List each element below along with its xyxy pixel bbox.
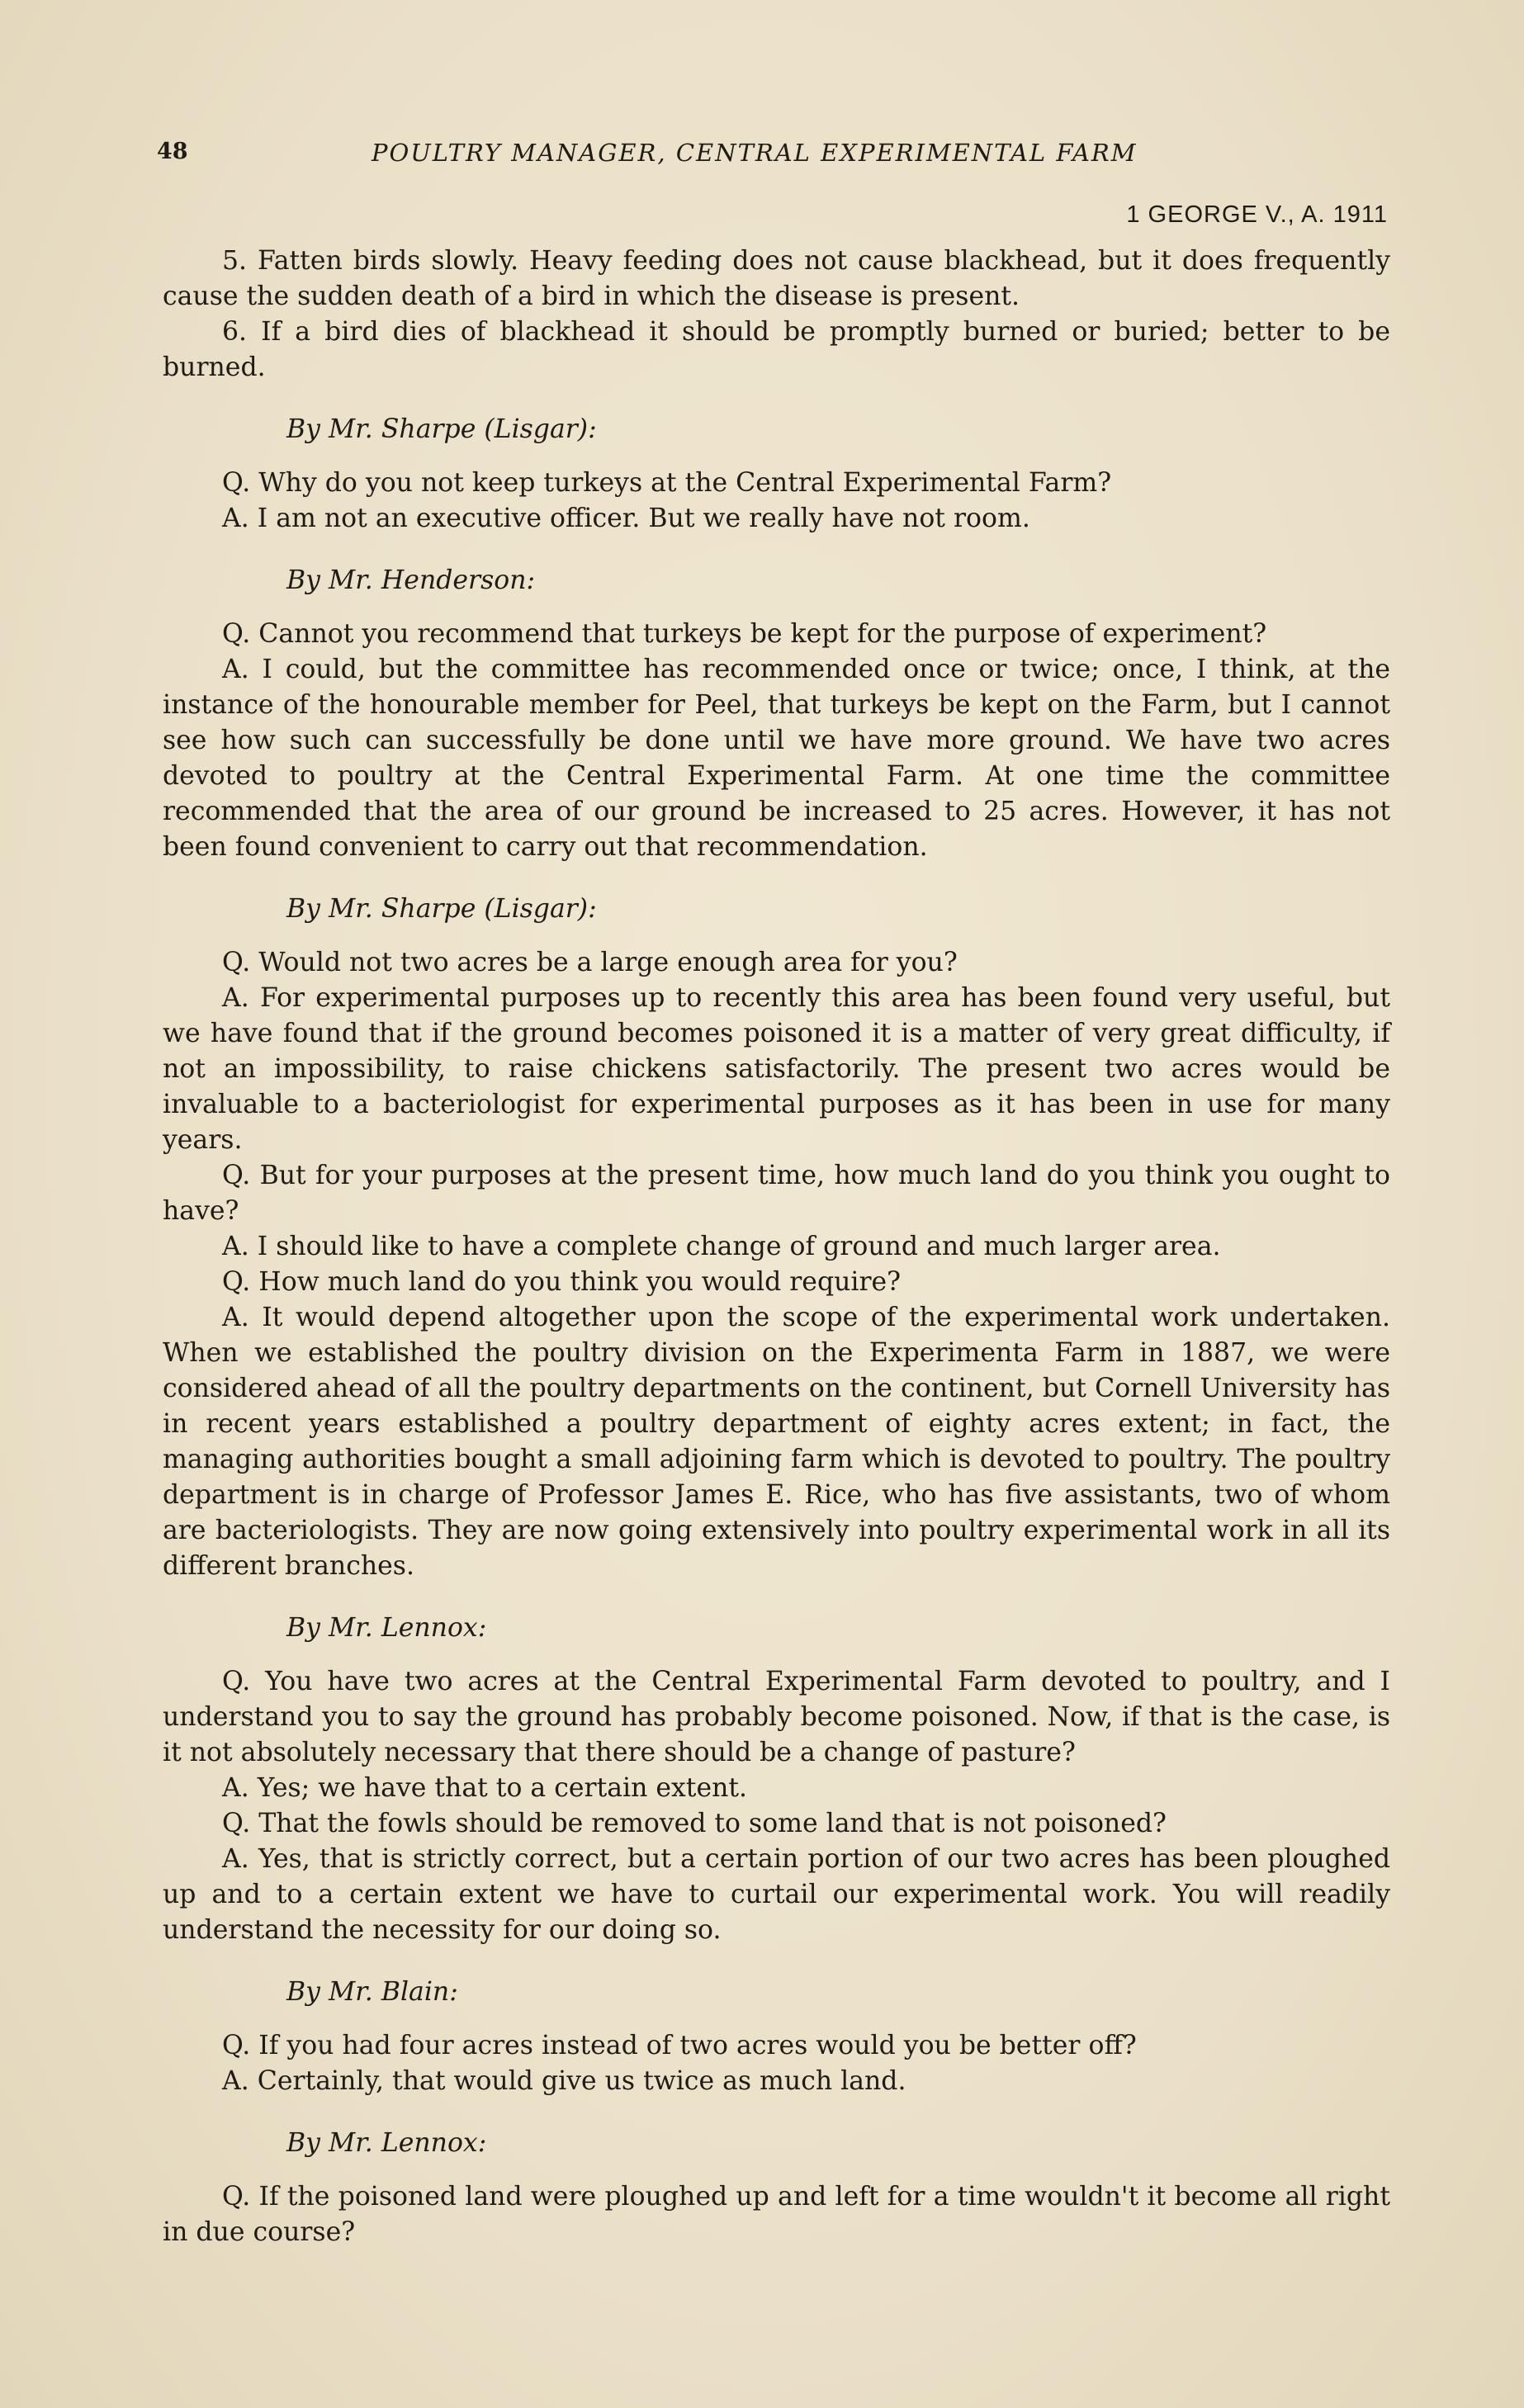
answer: A. Yes; we have that to a certain extent. — [222, 1773, 748, 1803]
answer: A. It would depend altogether upon the scope of the experimental work undertaken. When we established the poultry division on the Experimenta Farm in 1887, we were considered ahead of all the poultry departments on the continent, but Cornell University has in recent years established a poultry department of eighty acres extent; in fact, the managing authorities bought a small adjoining farm which is devoted to poultry. The poultry department is in charge of Professor James E. Rice, who has five assistants, two of whom are bacteriologists. They are now going extensively into poultry experimental work in all its different branches. — [163, 1303, 1390, 1581]
answer: A. I should like to have a complete change of ground and much larger area. — [222, 1232, 1221, 1261]
page-body — [163, 244, 1390, 2250]
answer: A. I could, but the committee has recommended once or twice; once, I think, at the instance of the honourable member for Peel, that turkeys be kept on the Farm, but I cannot see how such can successfully be done until we have more ground. We have two acres devoted to poultry at the Central Experimental Farm. At one time the committee recommended that the area of our ground be increased to 25 acres. However, it has not been found convenient to carry out that recommendation. — [163, 655, 1390, 862]
answer: A. For experimental purposes up to recently this area has been found very useful, but we have found that if the ground becomes poisoned it is a matter of very great difficulty, if not an impossibility, to raise chickens satisfactorily. The present two acres would be invaluable to a bacteriologist for experimental purposes as it has been in use for many years. — [163, 983, 1390, 1155]
session-reference: 1 GEORGE V., A. 1911 — [1126, 201, 1388, 228]
question: Q. Why do you not keep turkeys at the Central Experimental Farm? — [222, 468, 1112, 498]
page-header — [157, 139, 1412, 175]
running-title: POULTRY MANAGER, CENTRAL EXPERIMENTAL FARM — [372, 139, 1138, 167]
question: Q. How much land do you think you would require? — [222, 1267, 902, 1297]
speaker-heading: By Mr. Blain: — [286, 1977, 458, 2007]
answer: A. I am not an executive officer. But we really have not room. — [222, 504, 1030, 533]
paragraph: 5. Fatten birds slowly. Heavy feeding does not cause blackhead, but it does frequently cause the sudden death of a bird in which the disease is present. — [163, 246, 1390, 311]
answer: A. Certainly, that would give us twice as much land. — [222, 2066, 906, 2096]
question: Q. You have two acres at the Central Experimental Farm devoted to poultry, and I understand you to say the ground has probably become poisoned. Now, if that is the case, is it not absolutely necessary that there should be a change of pasture? — [163, 1667, 1390, 1767]
question: Q. Cannot you recommend that turkeys be kept for the purpose of experiment? — [222, 619, 1267, 649]
page-number: 48 — [157, 139, 188, 164]
question: Q. Would not two acres be a large enough area for you? — [222, 948, 958, 977]
speaker-heading: By Mr. Henderson: — [286, 565, 536, 595]
answer: A. Yes, that is strictly correct, but a certain portion of our two acres has been ploughed up and to a certain extent we have to curtail our experimental work. You will readily understand the necessity for our doing so. — [163, 1844, 1390, 1945]
question: Q. That the fowls should be removed to some land that is not poisoned? — [222, 1809, 1167, 1838]
speaker-heading: By Mr. Sharpe (Lisgar): — [286, 894, 597, 924]
speaker-heading: By Mr. Lennox: — [286, 2128, 487, 2158]
question: Q. But for your purposes at the present time, how much land do you think you ought to have? — [163, 1161, 1390, 1226]
question: Q. If the poisoned land were ploughed up and left for a time wouldn't it become all right in due course? — [163, 2182, 1390, 2247]
speaker-heading: By Mr. Lennox: — [286, 1613, 487, 1643]
paragraph: 6. If a bird dies of blackhead it should be promptly burned or buried; better to be burned. — [163, 317, 1390, 382]
question: Q. If you had four acres instead of two acres would you be better off? — [222, 2031, 1137, 2060]
speaker-heading: By Mr. Sharpe (Lisgar): — [286, 414, 597, 444]
